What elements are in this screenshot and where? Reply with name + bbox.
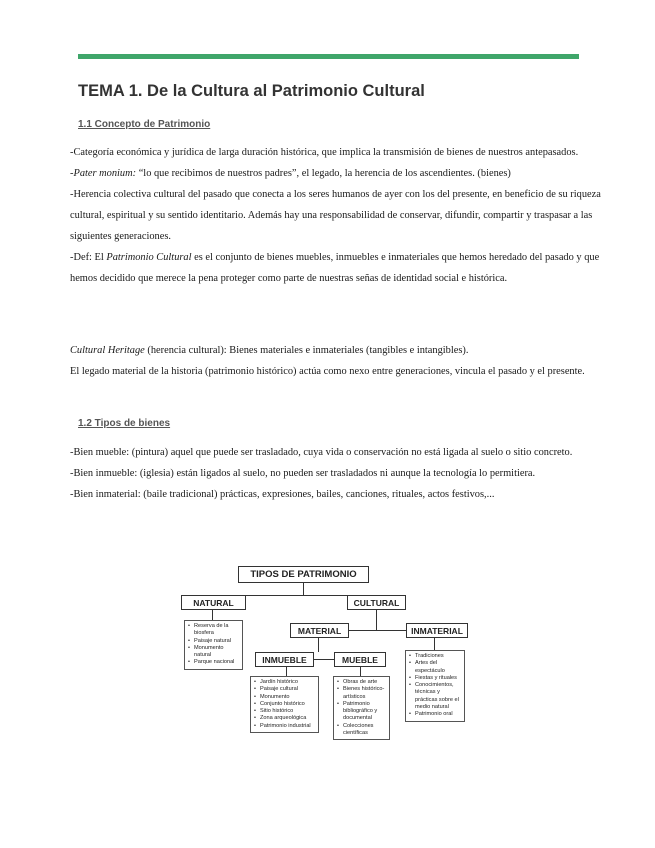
mueble-list [333,676,390,740]
connector-line [303,583,304,595]
text: - [70,168,74,179]
connector-line [349,630,406,631]
natural-box: NATURAL [181,595,246,610]
section-heading-tipos: 1.2 Tipos de bienes [78,418,171,429]
mueble-box: MUEBLE [334,652,386,667]
list-item: • Parque nacional [188,659,239,666]
list-item: • Patrimonio industrial [254,723,315,730]
italic-term: Pater monium: [73,168,137,179]
natural-list [184,620,243,670]
text: “lo que recibimos de nuestros padres”, el legado, la herencia de los ascendientes. (bienes) [136,168,511,179]
connector-line [318,638,319,652]
section1-body-2 [70,340,605,382]
paragraph: -Bien mueble: (pintura) aquel que puede ser trasladado, cuya vida o conservación no está ligada al suelo o sitio concreto. [70,447,573,458]
material-box: MATERIAL [290,623,349,638]
italic-term: Cultural Heritage [70,345,145,356]
connector-line [434,638,435,650]
connector-line [314,659,334,660]
connector-line [213,595,377,596]
connector-line [360,667,361,676]
list-item: • Patrimonio oral [409,711,461,718]
text: -Def: El [70,252,107,263]
root-box: TIPOS DE PATRIMONIO [238,566,369,583]
list-item: • Artes del espectáculo [409,660,461,675]
paragraph: -Bien inmaterial: (baile tradicional) prácticas, expresiones, bailes, canciones, rituales, actos festivos,... [70,489,495,500]
paragraph: -Bien inmueble: (iglesia) están ligados al suelo, no pueden ser trasladados ni aunque la tecnología lo permitiera. [70,468,536,479]
paragraph: -Herencia colectiva cultural del pasado que conecta a los seres humanos de ayer con los del presente, en beneficio de su riqueza cultural, espiritual y su sentido identitario. Además hay una responsabilidad de conservar, difundir, compartir y traspasar a las siguientes generaciones. [70,189,601,242]
inmueble-box: INMUEBLE [255,652,314,667]
list-item: • Bienes histórico-artísticos [337,686,386,701]
list-item: • Conjunto histórico [254,701,315,708]
inmueble-list [250,676,319,733]
list-item: • Colecciones científicas [337,723,386,738]
text: es el conjunto de bienes muebles, inmuebles e inmateriales que hemos heredado del pasado y que hemos decidido que merece la pena proteger como parte de nuestras señas de identidad social e histórica. [70,252,600,284]
connector-line [286,667,287,676]
list-item: • Monumento natural [188,645,239,660]
list-item: • Tradiciones [409,653,461,660]
connector-line [376,610,377,630]
list-item: • Zona arqueológica [254,715,315,722]
list-item: • Reserva de la biosfera [188,623,239,638]
list-item: • Sitio histórico [254,708,315,715]
inmaterial-box: INMATERIAL [406,623,468,638]
section2-body [70,442,605,505]
text: (herencia cultural): Bienes materiales e inmateriales (tangibles e intangibles). [144,345,469,356]
list-item: • Obras de arte [337,679,386,686]
inmaterial-list [405,650,465,722]
connector-line [212,610,213,620]
paragraph: El legado material de la historia (patrimonio histórico) actúa como nexo entre generaciones, vincula el pasado y el presente. [70,366,585,377]
list-item: • Jardín histórico [254,679,315,686]
list-item: • Monumento [254,694,315,701]
paragraph: -Categoría económica y jurídica de larga duración histórica, que implica la transmisión de bienes de nuestros antepasados. [70,147,579,158]
top-accent-bar [78,54,579,59]
section1-body [70,142,605,289]
cultural-box: CULTURAL [347,595,406,610]
list-item: • Conocimientos, técnicas y prácticas sobre el medio natural [409,682,461,711]
italic-term: Patrimonio Cultural [106,252,192,263]
list-item: • Paisaje natural [188,638,239,645]
list-item: • Fiestas y rituales [409,675,461,682]
page-title: TEMA 1. De la Cultura al Patrimonio Cultural [78,82,425,100]
paragraph [70,163,605,184]
list-item: • Paisaje cultural [254,686,315,693]
list-item: • Patrimonio bibliográfico y documental [337,701,386,723]
section-heading-concepto: 1.1 Concepto de Patrimonio [78,119,211,130]
paragraph [70,340,605,361]
paragraph [70,247,605,289]
